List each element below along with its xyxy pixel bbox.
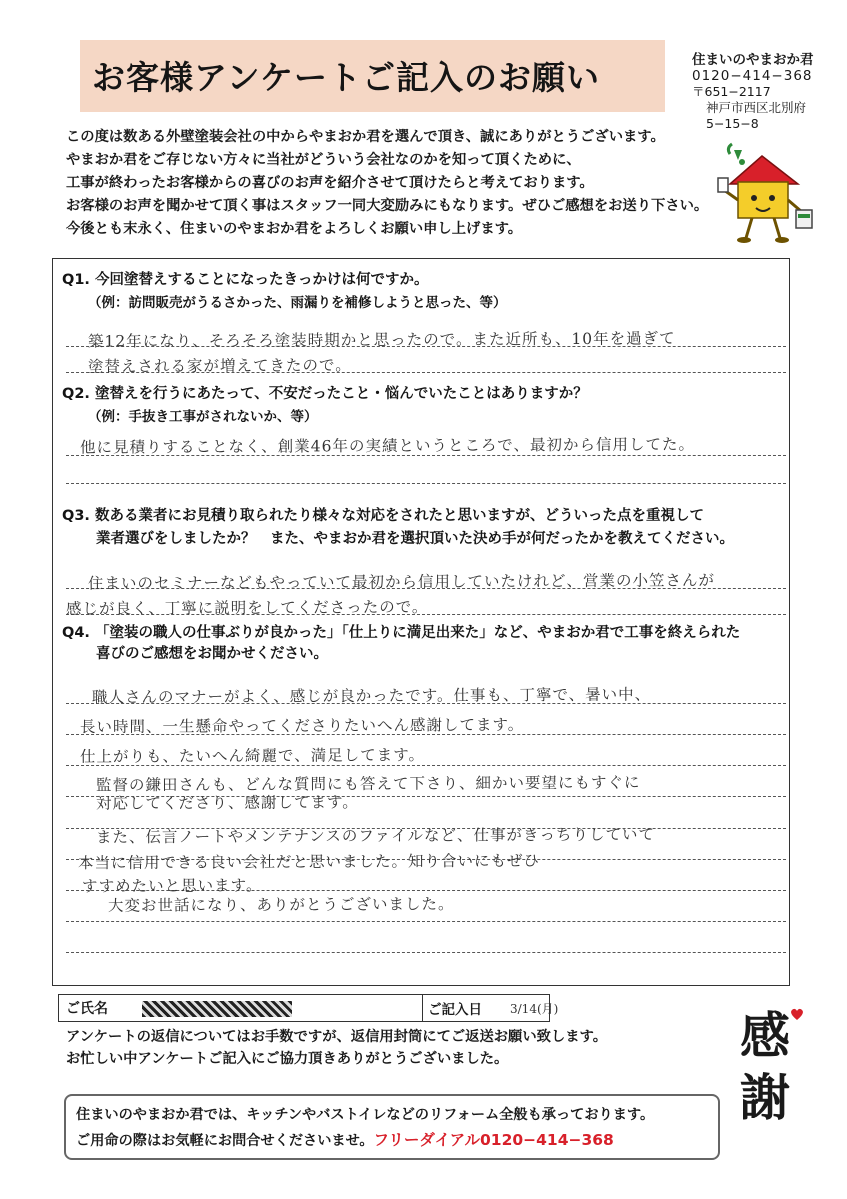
q3-answer-line: 住まいのセミナーなどもやっていて最初から信用していたけれど、営業の小笠さんが [87, 571, 716, 593]
page-title: お客様アンケートご記入のお願い [92, 58, 601, 97]
q3-heading [62, 504, 704, 525]
company-address-1: 神戸市西区北別府 [706, 100, 807, 115]
kansha-calligraphy [740, 1005, 820, 1155]
q2-example: （例：手抜き工事がされないか、等） [88, 409, 318, 425]
intro-line: 今後とも末永く、住まいのやまおか君をよろしくお願い申し上げます。 [66, 221, 523, 237]
footer-line-2-text: ご用命の際はお気軽にお問合せくださいませ。 [76, 1133, 374, 1149]
mascot-house-icon [712, 142, 817, 247]
q3-text: 数ある業者にお見積り取られたり様々な対応をされたと思いますが、どういった点を重視して [95, 508, 704, 524]
heart-icon [790, 1008, 804, 1021]
company-info [692, 52, 842, 132]
q2-number: Q2. [62, 386, 90, 402]
q4-answer-line: 対応してくださり、感謝してます。 [95, 793, 359, 813]
reply-line: アンケートの返信についてはお手数ですが、返信用封筒にてご返送お願い致します。 [66, 1029, 607, 1045]
q2-text: 塗替えを行うにあたって、不安だったこと・悩んでいたことはありますか？ [95, 386, 588, 402]
q1-heading [62, 268, 429, 289]
footer-line-2 [76, 1128, 614, 1150]
q4-heading [62, 621, 740, 642]
q4-text: 「塗装の職人の仕事ぶりが良かった」「仕上りに満足出来た」など、やまおか君で工事を終えられた [95, 625, 741, 641]
q3-answer-line: 感じが良く、丁寧に説明をしてくださったので。 [65, 598, 429, 618]
q1-text: 今回塗替えすることになったきっかけは何ですか。 [95, 272, 429, 288]
company-postal: 〒651−2117 [692, 84, 771, 99]
q4-answer-line: また、伝言ノートやメンテナンスのファイルなど、仕事がきっちりしていて [95, 825, 656, 847]
q4-answer-line: 仕上がりも、たいへん綺麗で、満足してます。 [79, 746, 426, 766]
redacted-name [142, 1001, 292, 1017]
divider [422, 994, 423, 1022]
q3-number: Q3. [62, 508, 90, 524]
date-label: ご記入日 [428, 1002, 482, 1018]
intro-line: お客様のお声を聞かせて頂く事はスタッフ一同大変励みにもなります。ぜひご感想をお送り下さい。 [66, 198, 709, 214]
intro-line: この度は数ある外壁塗装会社の中からやまおか君を選んで頂き、誠にありがとうございます。 [66, 129, 665, 145]
kansha-char-2: 謝 [740, 1068, 790, 1127]
intro-line: 工事が終わったお客様からの喜びのお声を紹介させて頂けたらと考えております。 [66, 175, 594, 191]
q1-example: （例：訪問販売がうるさかった、雨漏りを補修しようと思った、等） [88, 295, 507, 311]
q1-answer-line: 築12年になり、そろそろ塗装時期かと思ったので。また近所も、10年を過ぎて [87, 329, 676, 351]
company-address-2: 5−15−8 [706, 116, 759, 131]
q1-answer-line: 塗替えされる家が増えてきたので。 [87, 356, 352, 376]
reply-line: お忙しい中アンケートご記入にご協力頂きありがとうございました。 [66, 1051, 509, 1067]
q3-text-2: 業者選びをしましたか？ また、やまおか君を選択頂いた決め手が何だったかを教えてください。 [96, 531, 734, 547]
q4-answer-line: 監督の鎌田さんも、どんな質問にも答えて下さり、細かい要望にもすぐに [95, 773, 641, 795]
date-value: 3/14(月) [510, 1002, 559, 1016]
q4-text-2: 喜びのご感想をお聞かせください。 [96, 646, 328, 662]
q4-number: Q4. [62, 625, 90, 641]
q4-answer-line: 職人さんのマナーがよく、感じが良かったです。仕事も、丁寧で、暑い中、 [91, 685, 652, 707]
title-banner [80, 40, 665, 112]
answer-line [66, 483, 786, 484]
q2-heading [62, 382, 588, 403]
name-label: ご氏名 [66, 1001, 108, 1017]
q4-answer-line: 本当に信用できる良い会社だと思いました。知り合いにもぜひ [77, 851, 541, 873]
q4-answer-line: すすめたいと思います。 [81, 876, 263, 896]
intro-paragraph [66, 126, 726, 241]
footer-line-1: 住まいのやまおか君では、キッチンやバストイレなどのリフォーム全般も承っております。 [76, 1107, 655, 1123]
q2-answer-line: 他に見積りすることなく、創業46年の実績というところで、最初から信用してた。 [79, 435, 696, 457]
company-phone: 0120−414−368 [692, 68, 813, 84]
q4-answer-line: 大変お世話になり、ありがとうございました。 [107, 895, 455, 915]
intro-line: やまおか君をご存じない方々に当社がどういう会社なのかを知って頂くために、 [66, 152, 581, 168]
reply-instructions [66, 1026, 726, 1070]
company-name: 住まいのやまおか君 [692, 52, 814, 68]
kansha-char-1: 感 [740, 1006, 790, 1065]
free-dial-number: フリーダイアル0120−414−368 [373, 1131, 614, 1149]
answer-line [66, 952, 786, 953]
q4-answer-line: 長い時間、一生懸命やってくださりたいへん感謝してます。 [79, 715, 525, 737]
q1-number: Q1. [62, 272, 90, 288]
answer-line [66, 921, 786, 922]
